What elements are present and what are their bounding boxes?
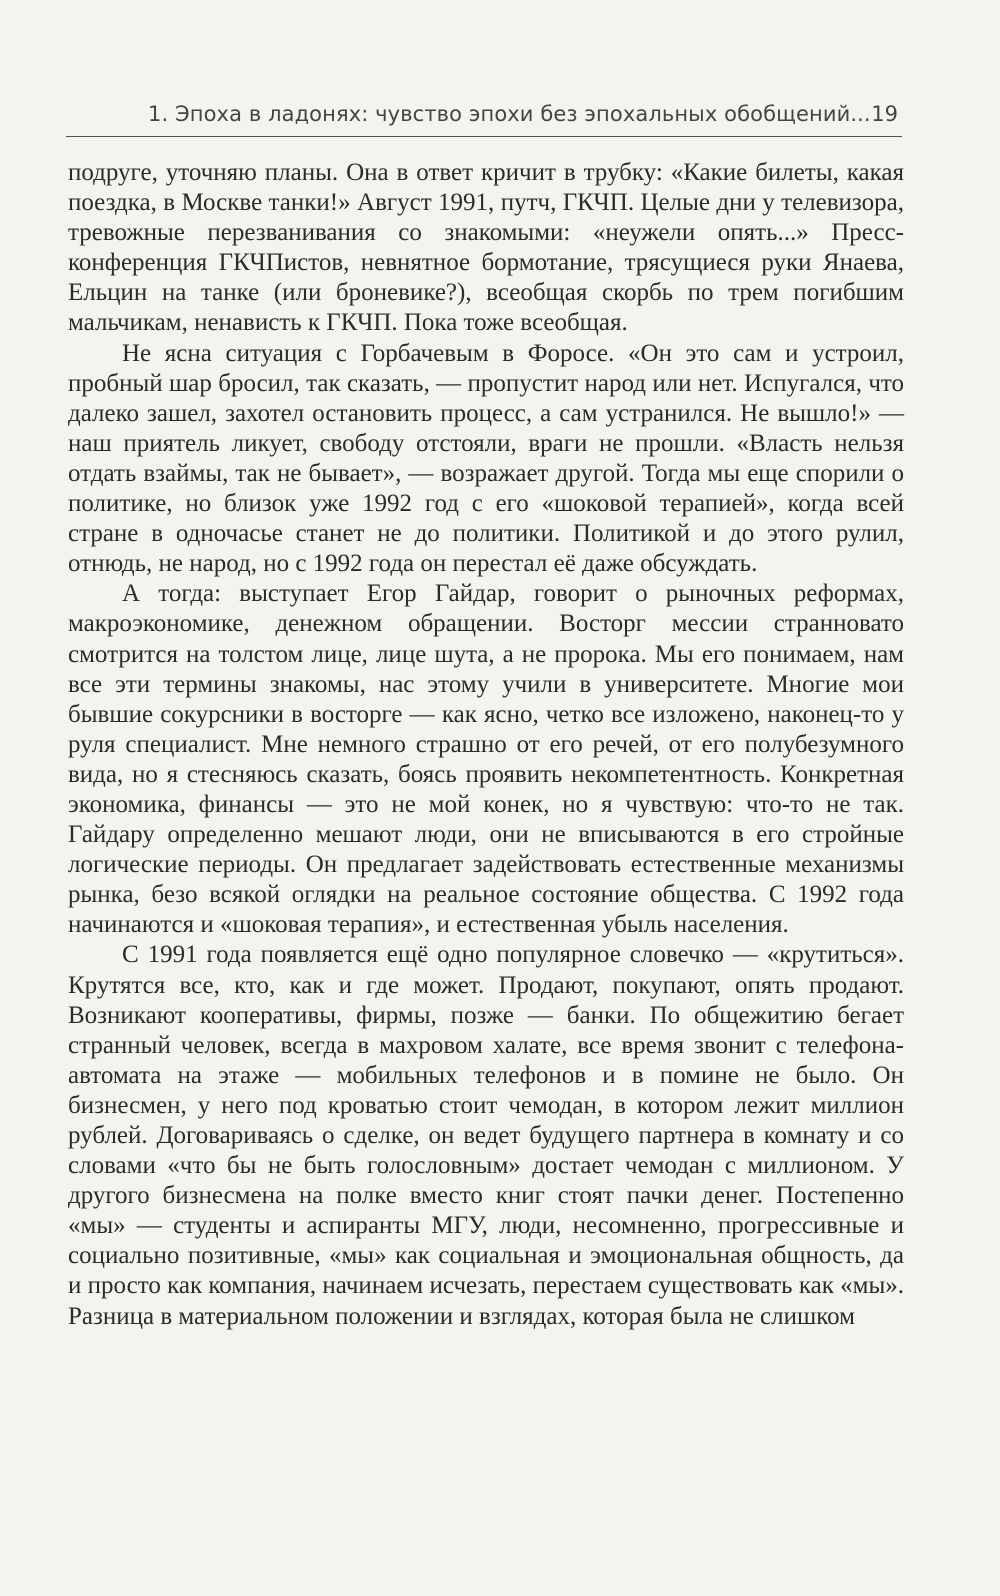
body-text [68, 158, 904, 1332]
paragraph: А тогда: выступает Егор Гайдар, говорит о рыночных реформах, макроэкономике, денежном обращении. Восторг мессии странновато смотрится на толстом лице, лице шута, а не пророка. Мы его понимаем, нам все эти термины знакомы, нас этому учили в университете. Многие мои бывшие сокурсники в восторге — как ясно, четко все изложено, наконец-то у руля специалист. Мне немного страшно от его речей, от его полубезумного вида, но я стесняюсь сказать, боясь проявить некомпетентность. Конкретная экономика, финансы — это не мой конек, но я чувствую: что-то не так. Гайдару определенно мешают люди, они не вписываются в его стройные логические периоды. Он предлагает задействовать естественные механизмы рынка, безо всякой оглядки на реальное состояние общества. С 1992 года начинаются и «шоковая терапия», и естественная убыль населения. [68, 580, 904, 939]
paragraph: С 1991 года появляется ещё одно популярное словечко — «крутиться». Крутятся все, кто, как и где может. Продают, покупают, опять продают. Возникают кооперативы, фирмы, позже — банки. По общежитию бегает странный человек, всегда в махровом халате, все время звонит с телефона-автомата на этаже — мобильных телефонов и в помине не было. Он бизнесмен, у него под кроватью стоит чемодан, в котором лежит миллион рублей. Договариваясь о сделке, он ведет будущего партнера в комнату и со словами «что бы не быть голословным» достает чемодан с миллионом. У другого бизнесмена на полке вместо книг стоят пачки денег. Постепенно «мы» — студенты и аспиранты МГУ, люди, несомненно, прогрессивные и социально позитивные, «мы» как социальная и эмоциональная общность, да и просто как компания, начинаем исчезать, перестаем существовать как «мы». Разница в материальном положении и взглядах, которая была не слишком [68, 941, 904, 1330]
page-number: 19 [871, 102, 898, 126]
paragraph: Не ясна ситуация с Горбачевым в Форосе. «Он это сам и устроил, пробный шар бросил, так сказать, — пропустит народ или нет. Испугался, что далеко зашел, захотел остановить процесс, а сам устранился. Не вышло!» — наш приятель ликует, свободу отстояли, враги не прошли. «Власть нельзя отдать взаймы, так не бывает», — возражает другой. Тогда мы еще спорили о политике, но близок уже 1992 год с его «шоковой терапией», когда всей стране в одночасье станет не до политики. Политикой и до этого рулил, отнюдь, не народ, но с 1992 года он перестал её даже обсуждать. [68, 339, 904, 578]
running-head [66, 96, 902, 137]
chapter-title: 1. Эпоха в ладонях: чувство эпохи без эпохальных обобщений... [148, 102, 871, 126]
paragraph: подруге, уточняю планы. Она в ответ кричит в трубку: «Какие билеты, какая поездка, в Москве танки!» Август 1991, путч, ГКЧП. Целые дни у телевизора, тревожные перезванивания со знакомыми: «неужели опять...» Пресс-конференция ГКЧПистов, невнятное бормотание, трясущиеся руки Янаева, Ельцин на танке (или броневике?), всеобщая скорбь по трем погибшим мальчикам, ненависть к ГКЧП. Пока тоже всеобщая. [68, 159, 904, 337]
